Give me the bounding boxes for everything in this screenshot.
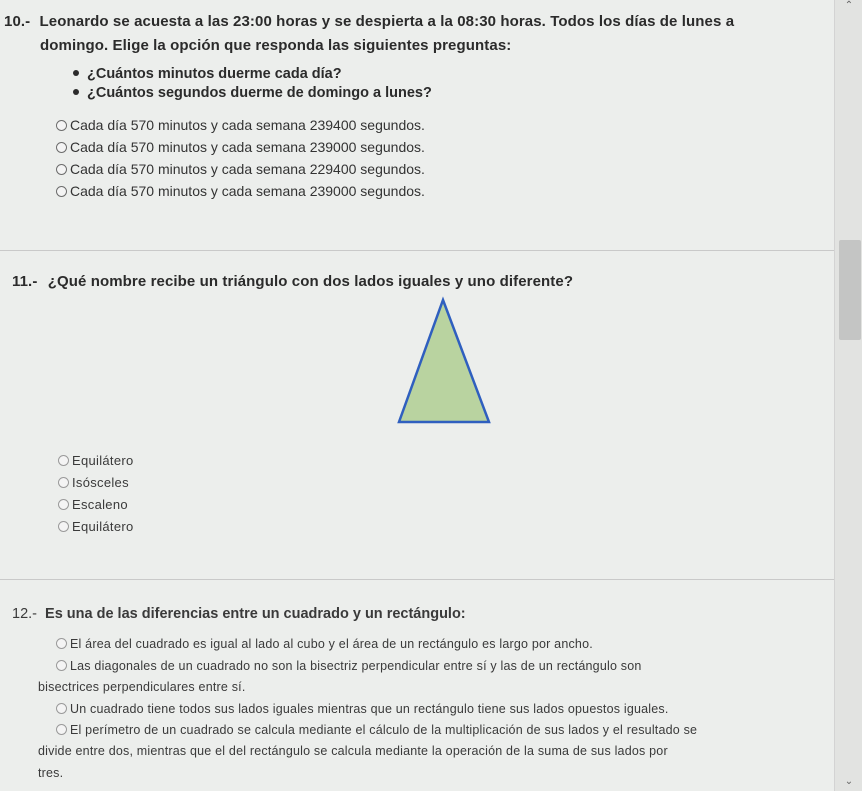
option-label: Isósceles — [72, 475, 129, 490]
option-label: Equilátero — [72, 519, 134, 534]
bullet-dot — [73, 70, 79, 76]
option-label: Cada día 570 minutos y cada semana 239400 segundos. — [70, 117, 425, 133]
isosceles-triangle — [399, 300, 489, 422]
question-12-text: Es una de las diferencias entre un cuadrado y un rectángulo: — [45, 606, 466, 622]
option-label: Un cuadrado tiene todos sus lados iguales mientras que un rectángulo tiene sus lados opuestos iguales. — [70, 702, 669, 716]
question-12-number: 12.- — [12, 606, 37, 622]
radio-button[interactable] — [58, 477, 69, 488]
question-12-option-4-continued-1: divide entre dos, mientras que el del rectángulo se calcula mediante la operación de la suma de sus lados por — [38, 744, 668, 758]
option-label: Cada día 570 minutos y cada semana 229400 segundos. — [70, 161, 425, 177]
question-11-text: ¿Qué nombre recibe un triángulo con dos lados iguales y uno diferente? — [47, 273, 574, 290]
radio-button[interactable] — [56, 142, 67, 153]
question-12-option-4[interactable] — [56, 723, 697, 737]
bullet-text: ¿Cuántos minutos duerme cada día? — [87, 66, 342, 82]
question-11-option-2[interactable] — [58, 475, 129, 490]
question-11-option-4[interactable] — [58, 519, 134, 534]
option-label: El perímetro de un cuadrado se calcula mediante el cálculo de la multiplicación de sus lados y el resultado se — [70, 723, 698, 737]
question-10-bullet-2 — [73, 85, 432, 101]
question-10-text-line2: domingo. Elige la opción que responda las siguientes preguntas: — [40, 37, 512, 54]
question-12-option-2[interactable] — [56, 659, 642, 673]
bullet-dot — [73, 89, 79, 95]
question-11-option-1[interactable] — [58, 453, 134, 468]
question-12-option-3[interactable] — [56, 702, 669, 716]
question-10-option-1[interactable] — [56, 117, 425, 133]
option-label: Escaleno — [72, 497, 128, 512]
question-12-header — [12, 606, 466, 622]
bullet-text: ¿Cuántos segundos duerme de domingo a lunes? — [87, 85, 432, 101]
option-label: Cada día 570 minutos y cada semana 239000 segundos. — [70, 183, 425, 199]
question-11-header — [12, 273, 573, 290]
question-10-header — [4, 13, 734, 30]
question-12-option-4-continued-2: tres. — [38, 766, 64, 780]
question-10-option-3[interactable] — [56, 161, 425, 177]
question-10-bullet-1 — [73, 66, 342, 82]
radio-button[interactable] — [56, 638, 67, 649]
question-10-text-line1: Leonardo se acuesta a las 23:00 horas y se despierta a la 08:30 horas. Todos los días de lunes a — [39, 13, 735, 30]
divider — [0, 250, 834, 251]
question-10-number: 10.- — [4, 13, 31, 30]
triangle-figure — [395, 296, 493, 428]
question-12-option-2-continued: bisectrices perpendiculares entre sí. — [38, 680, 246, 694]
chevron-down-icon[interactable]: ⌄ — [844, 776, 854, 787]
question-12-option-1[interactable] — [56, 637, 593, 651]
option-label: Equilátero — [72, 453, 134, 468]
radio-button[interactable] — [56, 660, 67, 671]
radio-button[interactable] — [56, 186, 67, 197]
radio-button[interactable] — [56, 164, 67, 175]
option-label: Las diagonales de un cuadrado no son la bisectriz perpendicular entre sí y las de un rectángulo son — [70, 659, 642, 673]
chevron-up-icon[interactable]: ⌃ — [844, 0, 854, 11]
radio-button[interactable] — [56, 703, 67, 714]
option-label: El área del cuadrado es igual al lado al cubo y el área de un rectángulo es largo por ancho. — [70, 637, 593, 651]
question-10-option-4[interactable] — [56, 183, 425, 199]
question-11-option-3[interactable] — [58, 497, 128, 512]
radio-button[interactable] — [56, 724, 67, 735]
divider — [0, 579, 834, 580]
radio-button[interactable] — [56, 120, 67, 131]
question-11-number: 11.- — [12, 273, 38, 290]
scrollbar[interactable] — [834, 0, 862, 791]
question-10-option-2[interactable] — [56, 139, 425, 155]
radio-button[interactable] — [58, 521, 69, 532]
scrollbar-thumb[interactable] — [839, 240, 861, 340]
radio-button[interactable] — [58, 499, 69, 510]
radio-button[interactable] — [58, 455, 69, 466]
option-label: Cada día 570 minutos y cada semana 239000 segundos. — [70, 139, 425, 155]
